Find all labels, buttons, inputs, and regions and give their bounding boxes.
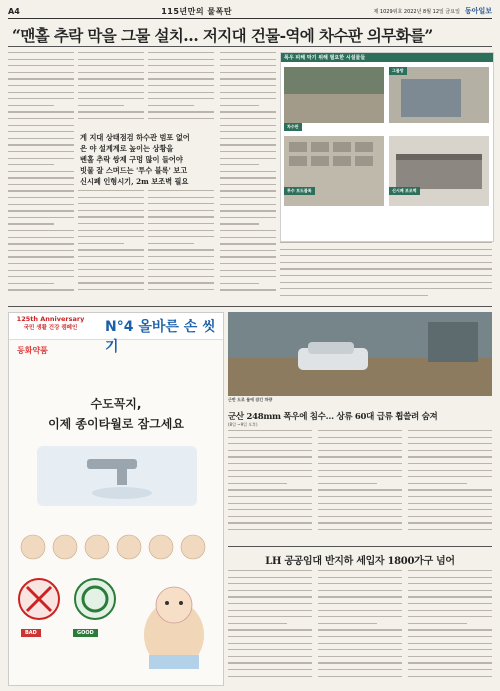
text-line [408,577,492,578]
text-line [220,105,259,106]
text-line [220,85,276,86]
text-line [8,256,74,257]
text-line [220,289,276,290]
text-line [318,649,402,650]
text-line [8,230,74,231]
text-line [408,456,492,457]
text-line [148,78,214,79]
text-line [408,450,492,451]
text-line [148,203,214,204]
text-line [280,255,492,256]
text-line [8,105,54,106]
article-column-4 [220,52,276,302]
text-line [8,158,74,159]
text-line [148,236,214,237]
text-line [220,59,276,60]
text-line [78,236,144,237]
text-line [408,489,492,490]
text-line [220,171,276,172]
text-line [78,65,144,66]
hand-washing-ad [8,312,224,686]
text-line [408,676,492,677]
text-line [280,275,492,276]
issue-date: 제 1029위호 2022년 8월 12일 금요일 [373,8,460,15]
text-line [220,138,276,139]
text-line [148,249,214,250]
text-line [318,509,402,510]
text-line [228,656,312,657]
text-line [220,177,276,178]
text-line [78,210,144,211]
text-line [220,111,276,112]
divider [228,546,492,547]
page-header [8,4,492,19]
text-line [228,437,312,438]
text-line [78,243,124,244]
text-line [280,249,492,250]
text-line [318,516,402,517]
text-line [220,217,276,218]
text-line [228,577,312,578]
ad-brand: 동화약품 [17,346,48,355]
text-line [318,496,402,497]
text-line [220,263,276,264]
text-line [408,656,492,657]
text-line [318,656,402,657]
text-line [220,158,276,159]
text-line [228,522,312,523]
flood-caption-title: 근반 도로 물에 잠긴 차량 [228,397,273,402]
text-line [318,603,402,604]
text-line [408,522,492,523]
text-line [280,262,492,263]
text-line [8,144,74,145]
text-line [8,190,74,191]
text-line [8,98,74,99]
text-line [228,450,312,451]
page-number: A4 [8,6,20,16]
text-line [280,295,428,296]
text-line [228,623,287,624]
text-line [8,78,74,79]
text-line [318,463,402,464]
text-line [8,223,54,224]
text-line [220,118,276,119]
text-line [8,131,74,132]
text-line [220,270,276,271]
text-line [220,276,276,277]
text-line [78,203,144,204]
text-line [228,616,312,617]
text-line [318,623,377,624]
text-line [78,72,144,73]
text-line [78,216,144,217]
text-line [318,483,377,484]
text-line [228,470,312,471]
anniv-line-1: 125th Anniversary [16,315,85,323]
text-line [408,623,467,624]
character-illustration [129,575,219,675]
text-line [408,463,492,464]
text-line [228,476,312,477]
text-line [78,256,144,257]
text-line [8,270,74,271]
text-line [318,629,402,630]
text-line [228,662,312,663]
story-2-col-3 [408,430,492,542]
text-line [8,217,74,218]
text-line [8,204,74,205]
text-line [408,603,492,604]
pull-quote-line: 게 지대 상태점검 하수관 범포 없어 [80,133,190,142]
text-line [318,529,402,530]
text-line [220,72,276,73]
text-line [148,65,214,66]
text-line [220,283,259,284]
text-line [228,489,312,490]
text-line [8,289,74,290]
text-line [220,164,259,165]
text-line [220,52,276,53]
divider [8,46,492,47]
text-line [8,65,74,66]
text-line [408,590,492,591]
text-line [408,570,492,571]
text-line [78,197,144,198]
text-line [228,603,312,604]
text-line [220,151,276,152]
text-line [148,210,214,211]
ad-slogan-2: 이제 종이타월로 잠그세요 [48,417,184,431]
text-line [148,59,214,60]
text-line [220,190,276,191]
text-line [228,649,312,650]
text-line [220,237,276,238]
text-line [228,430,312,431]
text-line [408,509,492,510]
story-2-col-1 [228,430,312,542]
text-line [8,243,74,244]
text-line [8,72,74,73]
text-line [78,230,144,231]
text-line [220,250,276,251]
text-line [220,210,276,211]
text-line [318,430,402,431]
text-line [408,649,492,650]
text-line [8,197,74,198]
text-line [318,443,402,444]
text-line [408,476,492,477]
text-line [318,662,402,663]
text-line [148,276,214,277]
text-line [408,629,492,630]
facility-photos [281,64,493,240]
pull-quote-line: 벤홀 추락 쌍제 구멍 많이 들어야 [80,155,183,164]
text-line [8,210,74,211]
text-line [228,483,287,484]
text-line [228,456,312,457]
text-line [228,669,312,670]
anniversary-label [13,315,88,333]
text-line [318,522,402,523]
text-line [220,92,276,93]
text-line [318,676,402,677]
main-headline: “맨홀 추락 막을 그물 설치… 저지대 건물-역에 차수판 의무화를” [12,26,433,45]
text-line [318,669,402,670]
text-line [78,52,144,53]
text-line [228,590,312,591]
text-line [220,230,276,231]
text-line [8,111,74,112]
text-line [8,171,74,172]
text-line [78,98,144,99]
text-line [148,111,214,112]
text-line [220,144,276,145]
text-line [8,59,74,60]
text-line [148,52,214,53]
text-line [318,636,402,637]
text-line [220,131,276,132]
bad-example-icon [13,575,65,623]
text-line [78,263,144,264]
text-line [148,243,194,244]
text-line [228,509,312,510]
text-line [408,483,467,484]
text-line [228,496,312,497]
text-line [318,610,402,611]
pull-quote-line: 신시폐 인형시기, 2m 보조벽 필요 [80,177,189,186]
article-column-2 [78,52,144,128]
text-line [408,430,492,431]
text-line [408,437,492,438]
text-line [220,125,276,126]
label-chasupan: 차수판 [284,123,302,131]
story-3-col-1 [228,570,312,684]
text-line [220,78,276,79]
story-3-title: LH 공공임대 반지하 세입자 1800가구 넘어 [265,556,455,567]
text-line [228,629,312,630]
story-2-sub: (8일 ~9일 오후) [228,422,258,427]
text-line [408,529,492,530]
text-line [280,282,492,283]
text-line [318,470,402,471]
text-line [280,288,492,289]
text-line [318,437,402,438]
story-2-title: 군산 248mm 폭우에 침수… 상류 60대 급류 휩쓸려 숨져 [228,412,438,422]
text-line [8,125,74,126]
text-line [228,676,312,677]
text-line [148,263,214,264]
text-line [78,282,144,283]
text-line [8,263,74,264]
text-line [318,570,402,571]
text-line [408,496,492,497]
photo-box-title: 폭우 피해 막기 위해 필요한 시설물들 [281,53,493,62]
text-line [228,503,312,504]
divider [8,306,492,307]
text-line [408,583,492,584]
text-line [318,450,402,451]
text-line [228,643,312,644]
text-line [78,269,144,270]
section-title: 115년만의 물폭탄 [161,6,233,16]
text-line [148,282,214,283]
text-line [78,111,144,112]
text-line [78,105,124,106]
text-line [148,118,214,119]
text-line [8,250,74,251]
text-line [220,98,276,99]
label-permeable-block: 투수 보도블록 [284,187,315,195]
text-line [78,118,144,119]
good-label: GOOD [73,629,98,637]
text-line [228,583,312,584]
campaign-number-title: N°4 올바른 손 씻기 [105,319,216,355]
text-line [220,256,276,257]
article-column-3 [148,52,214,128]
text-line [408,470,492,471]
text-line [148,289,214,290]
text-line [408,610,492,611]
text-line [78,289,144,290]
bad-label: BAD [21,629,41,637]
text-line [228,636,312,637]
text-line [8,164,54,165]
text-line [228,596,312,597]
text-line [78,59,144,60]
text-line [318,596,402,597]
text-line [78,92,144,93]
hand-wash-steps [19,523,213,571]
text-line [78,85,144,86]
text-line [408,616,492,617]
ad-slogan-1: 수도꼭지, [90,397,142,411]
flood-photo [228,312,492,396]
newspaper-brand: 동아일보 [464,7,492,15]
text-line [220,223,259,224]
text-line [8,92,74,93]
text-line [148,190,214,191]
text-line [220,65,276,66]
text-line [318,577,402,578]
text-line [280,242,492,243]
text-line [148,216,214,217]
text-line [220,184,276,185]
text-line [408,443,492,444]
text-line [228,610,312,611]
story-3-col-3 [408,570,492,684]
label-support-wall: 신시폐 보조벽 [389,187,420,195]
text-line [148,197,214,198]
text-line [78,249,144,250]
text-line [318,503,402,504]
text-line [408,643,492,644]
text-line [228,443,312,444]
text-line [220,204,276,205]
text-line [148,85,214,86]
text-line [8,283,54,284]
text-line [8,237,74,238]
text-line [318,489,402,490]
text-line [408,669,492,670]
pull-quote [80,132,216,187]
text-line [148,223,214,224]
label-net: 그물망 [389,67,407,75]
story-3-col-2 [318,570,402,684]
text-line [318,643,402,644]
text-line [318,616,402,617]
text-line [408,662,492,663]
text-line [8,184,74,185]
text-line [318,590,402,591]
text-line [78,276,144,277]
story-2-col-2 [318,430,402,542]
article-column-1 [8,52,74,302]
text-line [148,230,214,231]
text-line [8,118,74,119]
article-column-3b [148,190,214,302]
text-line [8,151,74,152]
text-line [78,223,144,224]
pull-quote-line: 은 야 설계계로 높이는 상황을 [80,144,174,153]
text-line [148,256,214,257]
text-line [8,85,74,86]
text-line [148,105,194,106]
article-column-5 [280,242,492,302]
photo-box [280,52,494,242]
header-meta [374,6,492,16]
text-line [8,177,74,178]
text-line [78,78,144,79]
text-line [78,190,144,191]
text-line [148,92,214,93]
text-line [280,268,492,269]
text-line [408,503,492,504]
text-line [318,456,402,457]
text-line [228,570,312,571]
text-line [318,476,402,477]
flood-caption [228,397,492,403]
text-line [148,72,214,73]
text-line [408,516,492,517]
text-line [8,52,74,53]
text-line [408,636,492,637]
pull-quote-line: 빗물 잘 스며드는 '투수 블록' 보고 [80,166,188,175]
article-column-2b [78,190,144,302]
text-line [148,98,214,99]
text-line [8,276,74,277]
text-line [408,596,492,597]
text-line [148,269,214,270]
text-line [220,197,276,198]
text-line [228,463,312,464]
faucet-illustration [27,441,207,511]
text-line [318,583,402,584]
text-line [220,243,276,244]
text-line [228,529,312,530]
anniv-line-2: 국민 생활 건강 캠페인 [23,325,78,331]
text-line [8,138,74,139]
text-line [228,516,312,517]
